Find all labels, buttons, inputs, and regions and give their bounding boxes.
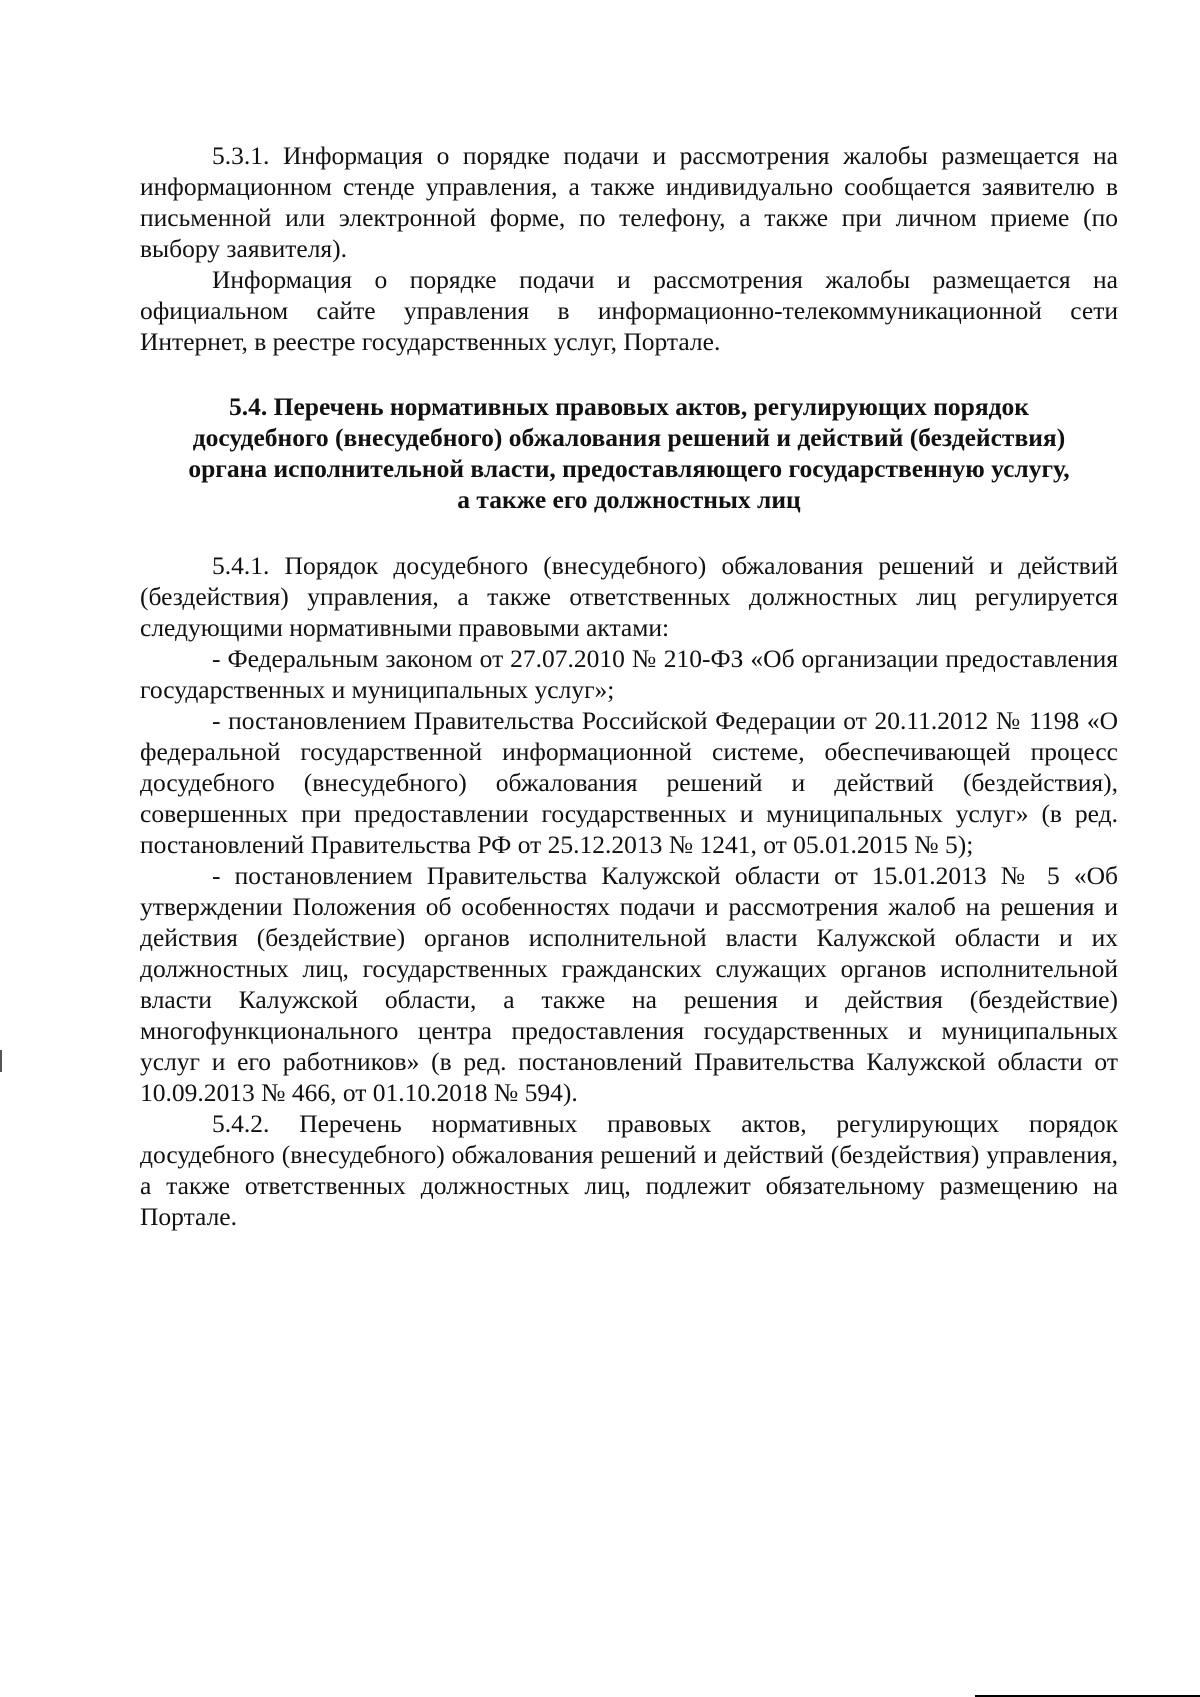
paragraph-5-3-1: 5.3.1. Информация о порядке подачи и рассмотрения жалобы размещается на информационном стенде управления, а также индивидуально сообщается заявителю в письменной или электронной форме, по телефону, а также при личном приеме (по выбору заявителя). [140, 141, 1118, 263]
document-body [140, 140, 1118, 1232]
paragraph-5-4-1: 5.4.1. Порядок досудебного (внесудебного) обжалования решений и действий (бездействия) управления, а также ответственных должностных лиц регулируется следующими нормативными правовыми актами: [140, 551, 1118, 642]
list-item-kaluga-resolution: - постановлением Правительства Калужской области от 15.01.2013 № 5 «Об утверждении Положения об особенностях подачи и рассмотрения жалоб на решения и действия (бездействие) органов исполнительной власти Калужской области и их должностных лиц, государственных гражданских служащих органов исполнительной власти Калужской области, а также на решения и действия (бездействие) многофункционального центра предоставления государственных и муниципальных услуг и его работников» (в ред. постановлений Правительства Калужской области от 10.09.2013 № 466, от 01.10.2018 № 594). [140, 861, 1118, 1107]
paragraph-info-site: Информация о порядке подачи и рассмотрения жалобы размещается на официальном сайте управления в информационно-телекоммуникационной сети Интернет, в реестре государственных услуг, Портале. [140, 265, 1118, 356]
scan-edge-mark [0, 1050, 2, 1072]
list-item-federal-law: - Федеральным законом от 27.07.2010 № 210-ФЗ «Об организации предоставления государственных и муниципальных услуг»; [140, 644, 1118, 704]
paragraph-5-4-2: 5.4.2. Перечень нормативных правовых актов, регулирующих порядок досудебного (внесудебного) обжалования решений и действий (бездействия) управления, а также ответственных должностных лиц, подлежит обязательному размещению на Портале. [140, 1109, 1118, 1231]
list-item-rf-resolution: - постановлением Правительства Российской Федерации от 20.11.2012 № 1198 «О федеральной государственной информационной системе, обеспечивающей процесс досудебного (внесудебного) обжалования решений и действий (бездействия), совершенных при предоставлении государственных и муниципальных услуг» (в ред. постановлений Правительства РФ от 25.12.2013 № 1241, от 05.01.2015 № 5); [140, 706, 1118, 859]
section-heading-5-4: 5.4. Перечень нормативных правовых актов, регулирующих порядок досудебного (внесудебного) обжалования решений и действий (бездействия) органа исполнительной власти, предоставляющего государственную услугу, а также его должностных лиц [188, 392, 1070, 514]
